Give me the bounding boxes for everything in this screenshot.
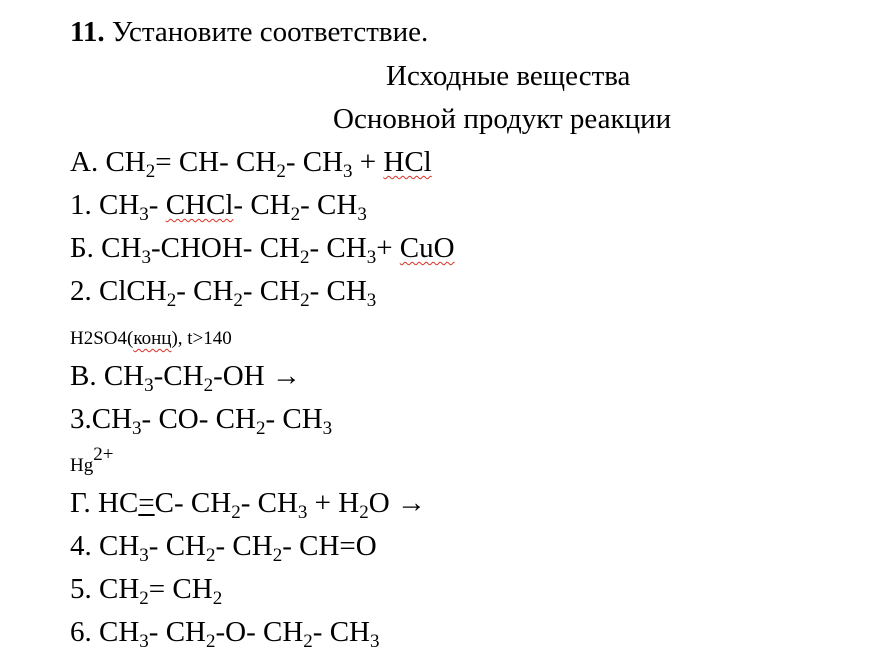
task-title	[70, 15, 428, 49]
reaction-g: Г. HC=C- $CH_2-$ $CH_3 + H_2O$ →	[70, 487, 426, 523]
reaction-b: Б. $CH_3-CHOH-$ $CH_2-$ $CH_3+$ CuO	[70, 232, 455, 268]
reaction-v: В. $CH_3-CH_2-OH$ →	[70, 360, 301, 396]
condition-v: H2SO4(конц), t>140	[70, 328, 232, 349]
condition-g: $Hg^{2+}$	[70, 444, 114, 476]
product-1: 1. $CH_3-$ CHCl- $CH_2-$ $CH_3$	[70, 189, 367, 225]
task-instruction: Установите соответствие.	[111, 16, 429, 48]
reaction-a: А. $CH_2= CH-$ $CH_2-$ $CH_3$ + HCl	[70, 146, 432, 182]
header-product: Основной продукт реакции	[333, 103, 672, 135]
task-number: 11.	[70, 16, 105, 48]
product-6: 6. $CH_3-$ $CH_2-O-$ $CH_2-$ $CH_3$	[70, 616, 380, 652]
product-3: $3.CH_3-$ CO- $CH_2-$ $CH_3$	[70, 403, 333, 439]
product-2: 2. ClCH$_2$- $CH_2-$ $CH_2-$ $CH_3$	[70, 275, 377, 311]
header-reactants: Исходные вещества	[386, 60, 631, 92]
product-5: 5. $CH_2= CH_2$	[70, 573, 223, 609]
product-4: 4. $CH_3-$ $CH_2-$ $CH_2-$ CH=O	[70, 530, 377, 566]
